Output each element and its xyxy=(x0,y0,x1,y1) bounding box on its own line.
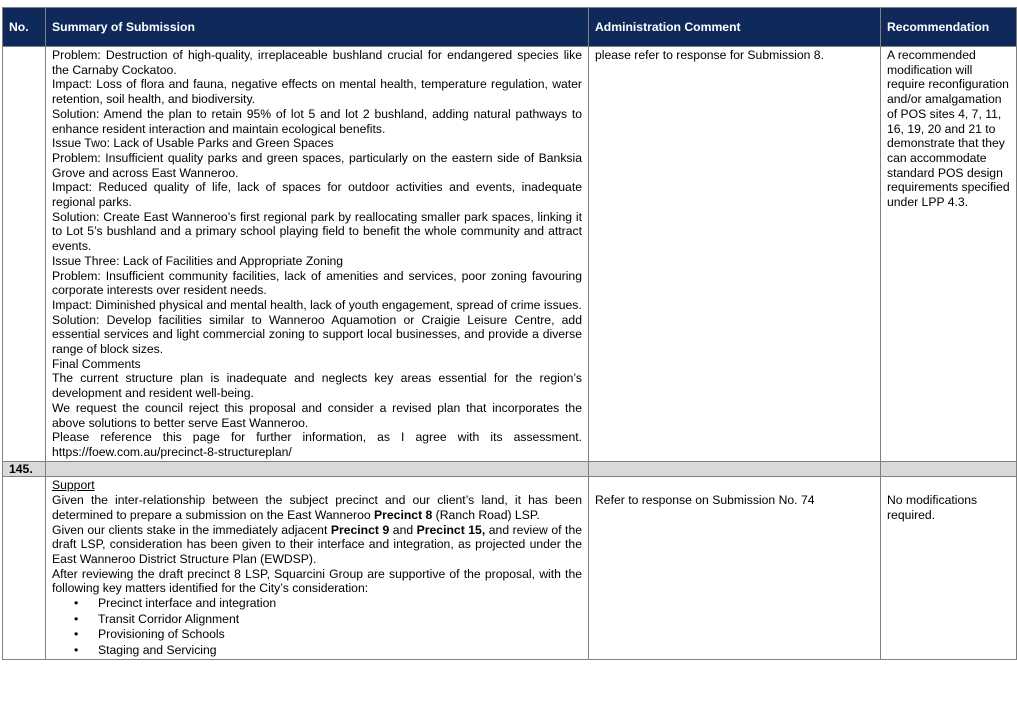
admin-comment: Refer to response on Submission No. 74 xyxy=(589,477,881,660)
row-number-empty xyxy=(3,477,46,660)
summary-line: Solution: Develop facilities similar to Wanneroo Aquamotion or Craigie Leisure Centre, add essential services and light commercial zoning to support local businesses, and provide a diverse range of block sizes. xyxy=(52,312,582,357)
summary-line: We request the council reject this proposal and consider a revised plan that incorporates the above solutions to better serve East Wanneroo. xyxy=(52,400,582,430)
summary-paragraph: After reviewing the draft precinct 8 LSP, Squarcini Group are supportive of the proposal, with the following key matters identified for the City’s consideration: xyxy=(52,566,582,596)
recommendation: No modifications required. xyxy=(881,477,1017,660)
submission-summary xyxy=(46,47,589,462)
recommendation: A recommended modification will require reconfiguration and/or amalgamation of POS sites 4, 7, 11, 16, 19, 20 and 21 to demonstrate that they can accommodate standard POS design requirements specified under LPP 4.3. xyxy=(881,47,1017,462)
summary-line: Solution: Create East Wanneroo’s first regional park by reallocating smaller park spaces, linking it to Lot 5’s bushland and a primary school playing field to benefit the whole community and attract events. xyxy=(52,209,582,254)
summary-line: Problem: Insufficient community facilities, lack of amenities and services, poor zoning favouring corporate interests over resident needs. xyxy=(52,268,582,298)
table-row xyxy=(3,477,1017,660)
summary-paragraph: Given the inter-relationship between the subject precinct and our client’s land, it has been determined to prepare a submission on the East Wanneroo Precinct 8 (Ranch Road) LSP. xyxy=(52,493,582,522)
summary-line: Impact: Loss of flora and fauna, negative effects on mental health, temperature regulation, water retention, soil health, and biodiversity. xyxy=(52,77,582,107)
support-heading: Support xyxy=(52,478,95,493)
summary-line: Impact: Diminished physical and mental health, lack of youth engagement, spread of crime issues. xyxy=(52,297,582,312)
header-recommendation: Recommendation xyxy=(881,8,1017,47)
list-item: • Transit Corridor Alignment xyxy=(98,612,582,628)
submission-number: 145. xyxy=(3,461,46,477)
header-admin-comment: Administration Comment xyxy=(589,8,881,47)
key-matters-list xyxy=(52,596,582,658)
submission-number-row xyxy=(3,461,1017,477)
summary-line: Issue Three: Lack of Facilities and Appropriate Zoning xyxy=(52,253,344,268)
table-row xyxy=(3,47,1017,462)
list-item: • Staging and Servicing xyxy=(98,643,582,659)
admin-comment: please refer to response for Submission 8. xyxy=(589,47,881,462)
row-number-empty xyxy=(3,47,46,462)
submission-summary xyxy=(46,477,589,660)
table-header-row xyxy=(3,8,1017,47)
summary-paragraph: Given our clients stake in the immediately adjacent Precinct 9 and Precinct 15, and review of the draft LSP, consideration has been given to their interface and integration, as projected under the East Wanneroo District Structure Plan (EWDSP). xyxy=(52,522,582,566)
summary-line: The current structure plan is inadequate and neglects key areas essential for the region’s development and resident well-being. xyxy=(52,371,582,401)
summary-line: Impact: Reduced quality of life, lack of spaces for outdoor activities and events, inadequate regional parks. xyxy=(52,180,582,210)
summary-line: Final Comments xyxy=(52,356,141,371)
submissions-table xyxy=(2,7,1017,660)
summary-line: Please reference this page for further information, as I agree with its assessment. https://foew.com.au/precinct-8-structureplan/ xyxy=(52,430,582,459)
summary-line: Issue Two: Lack of Usable Parks and Green Spaces xyxy=(52,136,334,151)
summary-line: Solution: Amend the plan to retain 95% of lot 5 and lot 2 bushland, adding natural pathways to enhance resident interaction and maintain ecological benefits. xyxy=(52,106,582,136)
header-no: No. xyxy=(3,8,46,47)
summary-line: Problem: Insufficient quality parks and green spaces, particularly on the eastern side of Banksia Grove and across East Wanneroo. xyxy=(52,150,582,180)
summary-line: Problem: Destruction of high-quality, irreplaceable bushland crucial for endangered species like the Carnaby Cockatoo. xyxy=(52,48,582,77)
header-summary: Summary of Submission xyxy=(46,8,589,47)
list-item: • Provisioning of Schools xyxy=(98,627,582,643)
list-item: • Precinct interface and integration xyxy=(98,596,582,612)
